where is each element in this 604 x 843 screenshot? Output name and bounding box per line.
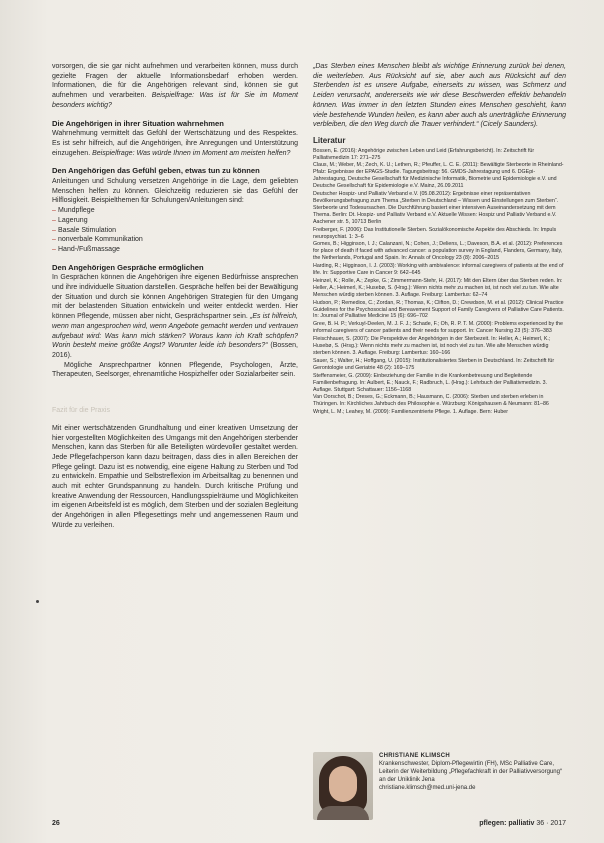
conclusion-paragraph: Mit einer wertschätzenden Grundhaltung und einer kreativen Umsetzung der hier vorgestellten Möglichkeiten des Umgangs mit den Angehörigen sterbender Menschen, kann das Sterben für alle Beteiligten würdevoller gestaltet werden. Jede Pflegefachperson kann dazu beitragen, dass dies in allen Bereichen der Pflege gelingt. Dazu ist es notwendig, eine eigene Haltung zu Sterben und Tod zu entwickeln. Empathie und Selbstreflexion im Arbeitsalltag zu benennen und auch mit echter Grundspannung zu handeln. Durch kritische Prüfung und kreative Anwendung der Ressourcen, Handlungsspielräume und Möglichkeiten im eigenen Arbeitsfeld ist es möglich, dem Sterben und der sozialen Begleitung der Angehörigen in allen Pflegesettings mehr und angemessenen Raum und Würde zu verleihen.: [52, 424, 298, 529]
literature-entry: Freiberger, F. (2006): Das Institutionelle Sterben. Sozialökonomische Aspekte des Abschieds. In: Impuls neuropsychiat. 1: 3–6: [313, 226, 557, 240]
saunders-quote: „Das Sterben eines Menschen bleibt als wichtige Erinnerung zurück bei denen, die weiterleben. Aus Rücksicht auf sie, aber auch aus Rücksicht auf den Sterbenden ist es unsere Aufgabe, einerseits zu wissen, was Schmerz und Leiden verursacht, andererseits wie wir diese Beschwerden effektiv behandeln können. Was immer in den letzten Stunden eines Menschen geschieht, kann viele bestehende Wunden heilen, es kann aber auch als unerträgliche Erinnerung verbleiben, die den Weg durch die Trauer verhindert.“ (Cicely Saunders).: [313, 63, 566, 129]
list-item: – Hand-/Fußmassage: [52, 245, 298, 255]
list-item: – Lagerung: [52, 216, 298, 226]
section-conversations-quote: „Es ist hilfreich, wenn man angesprochen wird, wenn Angebote gemacht werden und vertrauen aufgebaut wird: Was kann mich stärken? Woraus kann ich Kraft schöpfen? Worin besteht meine größte Angst? Worunter leide ich besonders?“: [52, 313, 298, 350]
training-topics-list: [52, 206, 298, 255]
author-name: CHRISTIANE KLIMSCH: [379, 753, 451, 759]
literature-entry: Harding, R.; Higginson, I. J. (2003): Working with ambivalence: informal caregivers of patients at the end of life. In: Supportive Care in Cancer 9: 642–645: [313, 263, 564, 277]
faded-subheading: Fazit für die Praxis: [52, 407, 110, 415]
author-info: [379, 752, 569, 792]
literature-heading: Literatur: [313, 135, 346, 145]
section-heading-conversations: Den Angehörigen Gespräche ermöglichen: [52, 262, 204, 272]
section-enable-text: Anleitungen und Schulung versetzen Angehörige in die Lage, dem geliebten Menschen helfen zu können. Gleichzeitig reduzieren sie das Gefühl der Hilflosigkeit. Beispielthemen für Schulungen/Anleitungen sind:: [52, 178, 298, 205]
intro-example: Beispielfrage: Was ist für Sie im Moment besonders wichtig?: [52, 92, 298, 109]
literature-entry: Wright, L. M.; Leahey, M. (2009): Familienzentrierte Pflege. 1. Auflage. Bern: Huber: [313, 409, 508, 416]
section-perceive-example: Beispielfrage: Was würde Ihnen im Moment am meisten helfen?: [92, 149, 291, 157]
author-description: Krankenschwester, Diplom-Pflegewirtin (FH), MSc Palliative Care, Leiterin der Weiterbildung „Pflegefachkraft in der Palliativversorgung“ an der Uniklinik Jena: [379, 761, 562, 783]
literature-list: [313, 148, 566, 417]
author-box: [313, 752, 566, 824]
literature-entry: Gomes, B.; Higginson, I. J.; Calanzani, N.; Cohen, J.; Deliens, L.; Daveson, B.A. et al. (2012): Preferences for place of death if faced with advanced cancer: a population survey in England, Flanders, Germany, Italy, the Netherlands, Portugal and Spain. In: Annals of Oncology 23 (8): 2006–2015: [313, 241, 563, 262]
journal-issue: 36 · 2017: [536, 820, 566, 827]
author-email[interactable]: christiane.klimsch@med.uni-jena.de: [379, 785, 476, 791]
author-photo: [313, 752, 373, 820]
list-item: – nonverbale Kommunikation: [52, 235, 298, 245]
literature-entry: Sauer, S.; Walter, H.; Hoffgang, U. (2015): Institutionalisiertes Sterben in Deutschland. In: Zeitschrift für Gerontologie und Geriatrie 48 (2): 169–175: [313, 357, 555, 371]
contact-persons-text: Mögliche Ansprechpartner können Pflegende, Psychologen, Ärzte, Therapeuten, Seelsorger, ehrenamtliche Hospizhelfer oder Sozialarbeiter sein.: [52, 361, 298, 379]
literature-entry: Van Oorschot, B.; Dreses, G.; Eckmann, B.; Hausmann, C. (2006): Sterben und sterben erleben in Thüringen. In: Kirchliches Jahrbuch des Philosophie e. Würzburg: Königshausen & Neumann: 81–86: [313, 394, 549, 408]
quote-source: (Bossen, 2016).: [52, 342, 298, 359]
literature-entry: Fleischhauer, S. (2007): Die Perspektive der Angehörigen in der Sterbezeit. In: Heller, A.; Heimerl, K.; Husebø, S. (Hrsg.): Wenn nichts mehr zu machen ist, ist noch viel zu tun. Wie alte Menschen würdig sterben können. 3. Auflage. Freiburg: Lambertus: 160–166: [313, 336, 551, 356]
intro-paragraph: vorsorgen, die sie gar nicht aufnehmen und verarbeiten können, muss durch gezielte Fragen der aktuelle Informationsbedarf erhoben werden. Informationen, die für die Angehörigen relevant sind, können sie gut aufnehmen und verarbeiten. Beispielfrage: Was ist für Sie im Moment besonders wichtig?: [52, 63, 298, 109]
page-number: 26: [52, 820, 60, 827]
section-conversations-text: In Gesprächen können die Angehörigen ihre eigenen Bedürfnisse ansprechen und ihre individuelle Situation darstellen. Gespräche helfen bei der Bewältigung der Situation und durch sie können Angehörigen Strategien für den Umgang mit der belastenden Situation entwickeln und weiter entdeckt werden. Hier können Pflegende, müssen aber nicht, Gesprächspartner sein. „Es ist hilfreich, wenn man angesprochen wird, wenn Angebote gemacht werden und vertrauen aufgebaut wird: Was kann mich stärken? Woraus kann ich Kraft schöpfen? Worin besteht meine größte Angst? Worunter leide ich besonders?“ (Bossen, 2016).: [52, 274, 298, 359]
binding-hole-mark: [36, 600, 39, 603]
section-heading-enable: Den Angehörigen das Gefühl geben, etwas tun zu können: [52, 166, 260, 176]
section-perceive-text: Wahrnehmung vermittelt das Gefühl der Wertschätzung und des Respektes. Es ist sehr hilfreich, auf die Angehörigen, ihre Anregungen und Unterstützung einzugehen. Beispielfrage: Was würde Ihnen im Moment am meisten helfen?: [52, 130, 298, 157]
literature-entry: Claus, M.; Weber, M.; Zech, K. U.; Lethen, R.; Pfeuffer, L. C. E. (2011): Bewältigte Sterbeorte in Rheinland-Pfalz: Ergebnisse der EPAGS-Studie. Tagungsbeitrag: 56. GMDS-Jahrestagung und 6. DGEpi-Jahrestagung, Deutsche Gesellschaft für Medizinische Informatik, Biometrie und Epidemiologie e.V. und Deutsche Gesellschaft für Epidemiologie e.V. Mainz, 26.09.2011: [313, 162, 564, 190]
literature-entry: Deutscher Hospiz- und Palliativ Verband e.V. (05.08.2012): Ergebnisse einer repräsentativen Bevölkerungsbefragung zum Thema „Sterben in Deutschland – Wissen und Einstellungen zum Sterben“. Sterbeorte und Todesursachen. Die Durchführung basiert einer intensiven Auseinandersetzung mit dem Thema. Berlin: Dt. Hospiz- und Palliativ Verband e.V. Aktuelle Wissen: Hospiz und Palliativ Verband e.V. Aachener str. 5, 10713 Berlin: [313, 191, 559, 225]
literature-entry: Heinzel, K.; Rolle, A.; Zepke, G.; Zimmermann-Stehr, H. (2017): Mit den Eltern über das Sterben reden. In: Heller, A.; Heimerl, K.; Husebø, S. (Hrsg.): Wenn nichts mehr zu machen ist, ist noch viel zu tun. Wie alte Menschen würdig sterben können. 3. Auflage. Freiburg: Lambertus: 62–74: [313, 277, 563, 298]
literature-entry: Steffensmeier, G. (2009): Einbeziehung der Familie in die Krankenbetreuung und Begleitende Familienbefragung. In: Aulbert, E.; Nauck, F.; Radbruch, L. (Hrsg.): Lehrbuch der Palliativmedizin. 3. Auflage. Stuttgart: Schattauer: 1156–1168: [313, 372, 548, 393]
journal-info: [479, 820, 566, 827]
list-item: – Mundpflege: [52, 206, 298, 216]
left-column: [52, 62, 298, 531]
literature-entry: Hudson, P.; Remedios, C.; Zordan, R.; Thomas, K.; Clifton, D.; Crewdson, M. et al. (2012): Clinical Practice Guidelines for the Psychosocial and Bereavement Support of Family Caregivers of Palliative Care Patients. In: Journal of Palliative Medicine 15 (6): 696–702: [313, 299, 564, 320]
journal-name: pflegen: palliativ: [479, 820, 535, 827]
literature-entry: Gree, B. H. P.; Verkuyl-Deelen, M. J. F. J.; Schade, F.; Oh, R. P. T. M. (2000): Problems experienced by the informal caregivers of cancer patients and their needs for support. In: Cancer Nursing 23 (5): 376–383: [313, 321, 563, 335]
section-heading-perceive: Die Angehörigen in ihrer Situation wahrnehmen: [52, 118, 224, 128]
right-column: [313, 62, 566, 417]
literature-entry: Bossen, E. (2016): Angehörige zwischen Leben und Leid (Erfahrungsbericht). In: Zeitschrift für Palliativmedizin 17: 271–275: [313, 147, 535, 161]
list-item: – Basale Stimulation: [52, 226, 298, 236]
